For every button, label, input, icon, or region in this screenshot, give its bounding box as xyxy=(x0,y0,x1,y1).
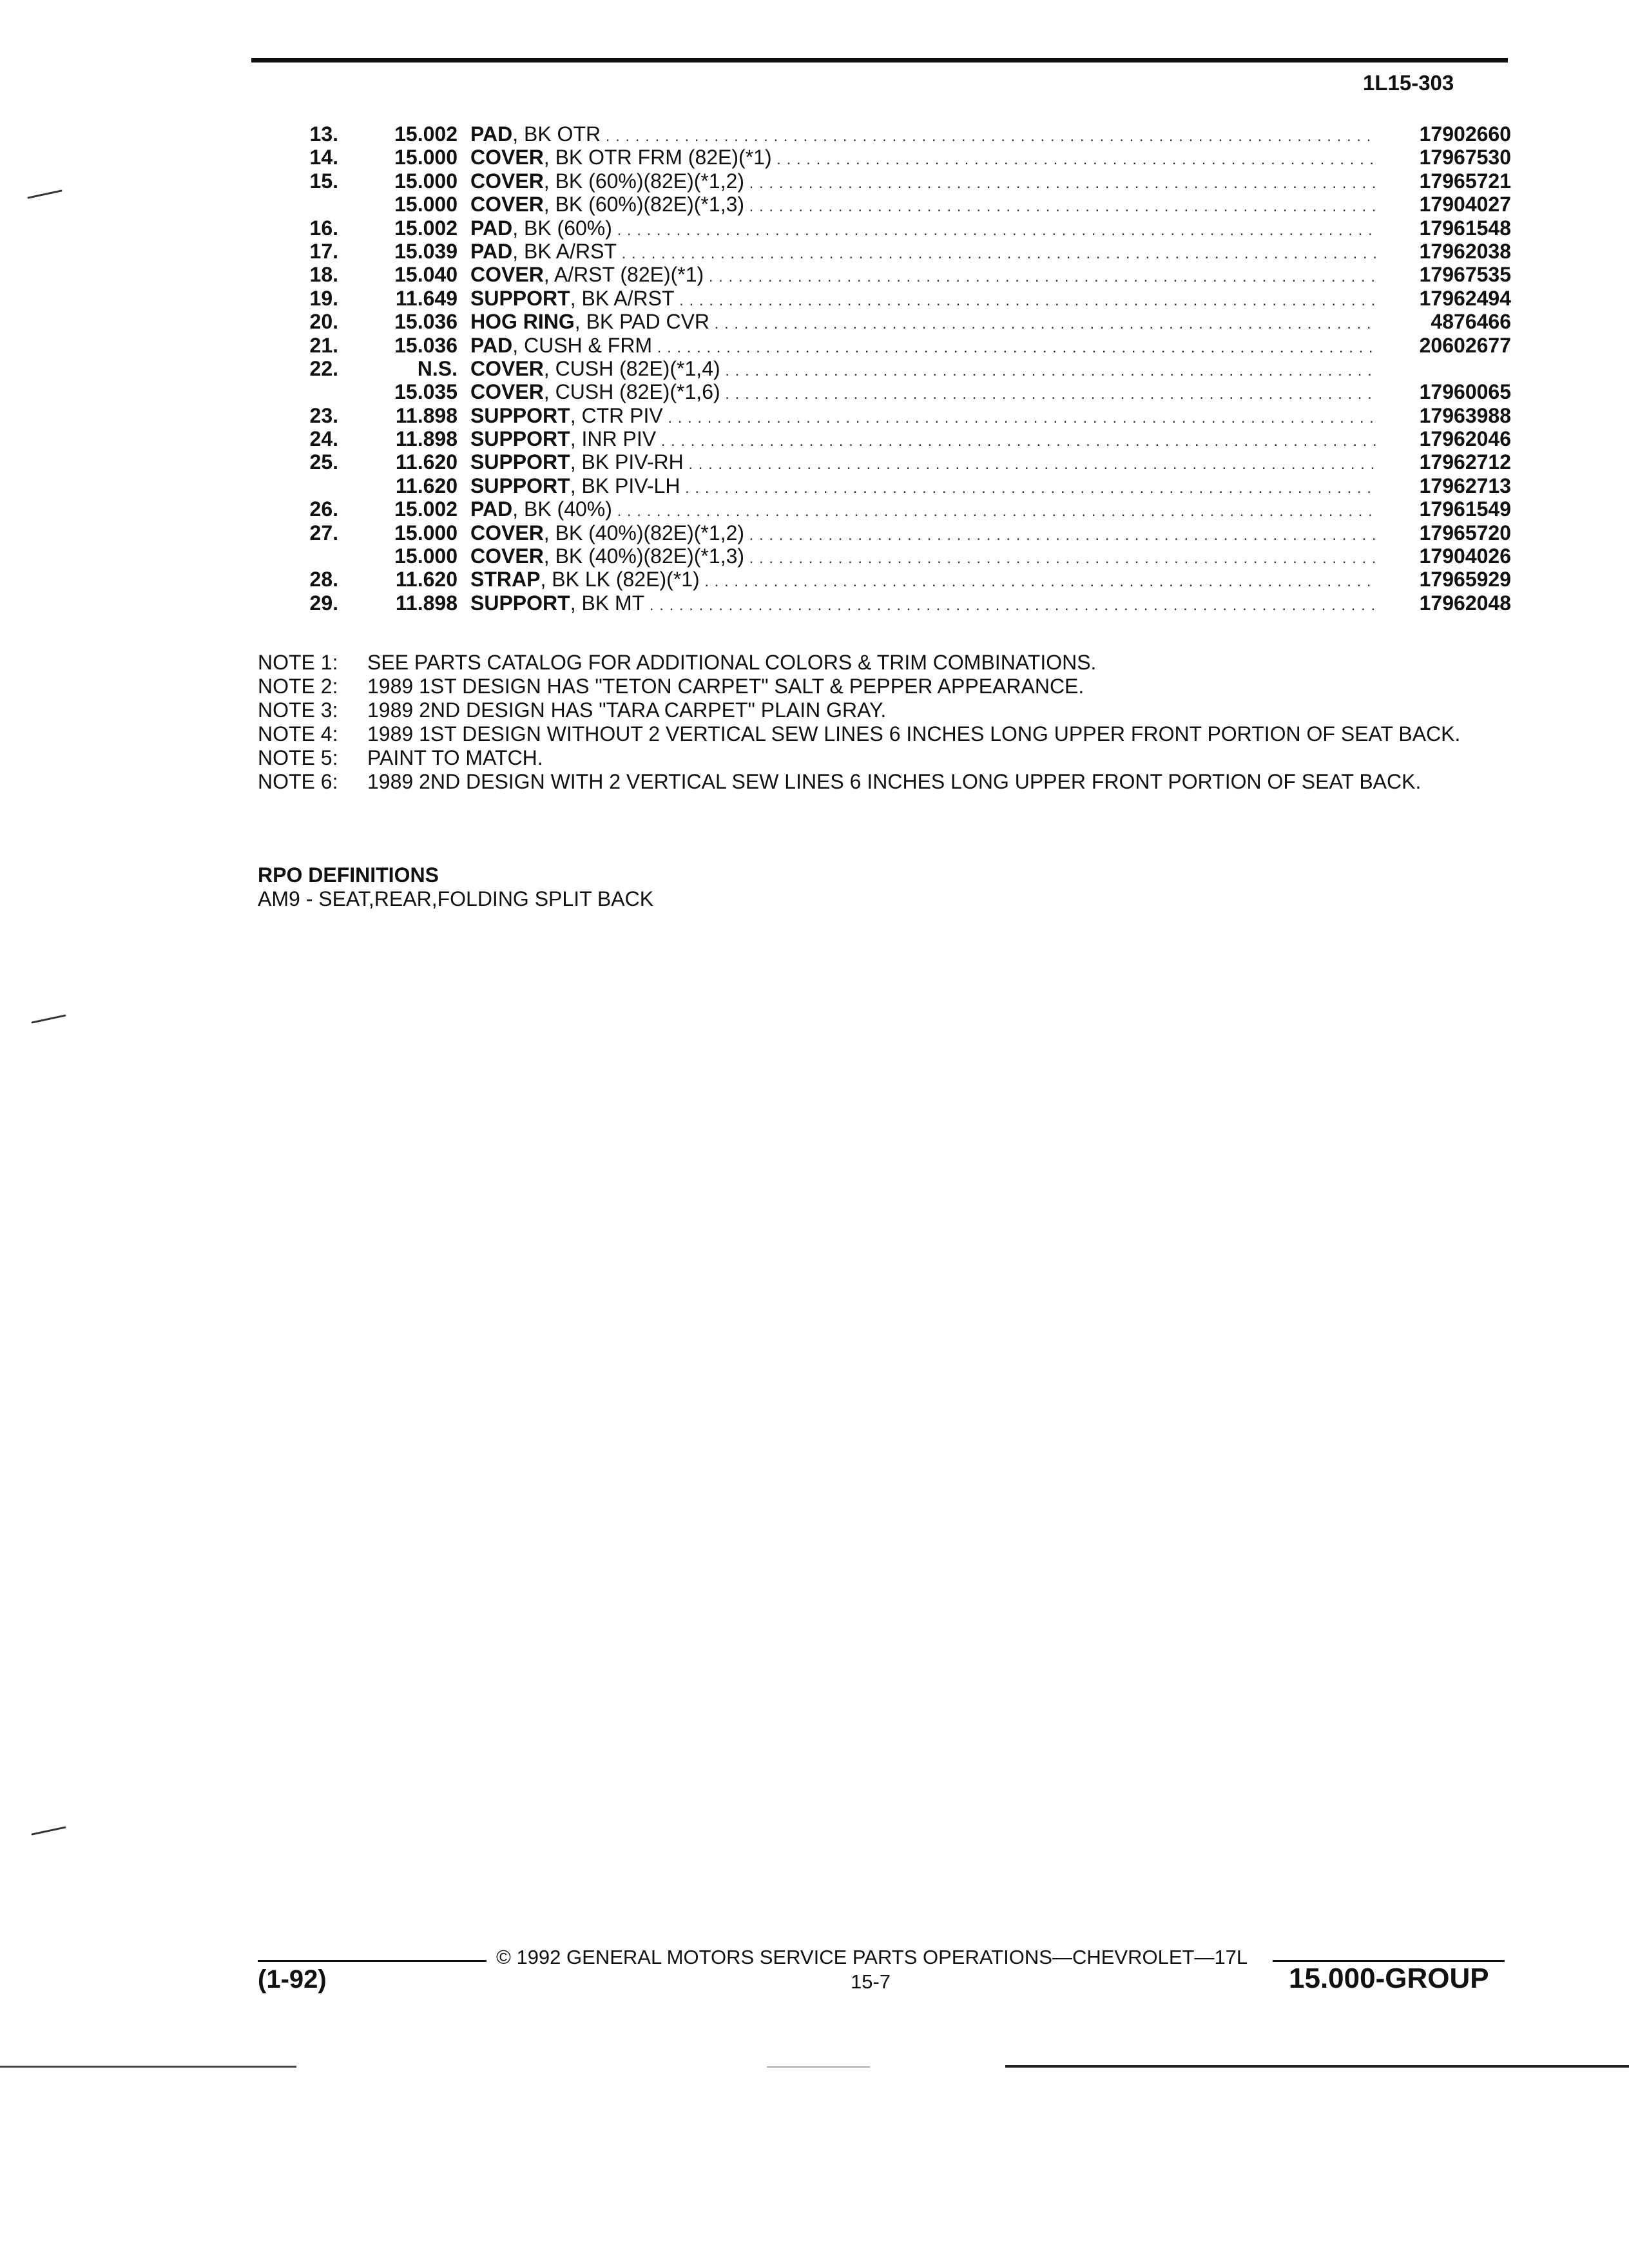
parts-row xyxy=(287,193,1511,216)
part-name: SUPPORT xyxy=(470,403,570,427)
bottom-rule xyxy=(1005,2065,1629,2068)
part-name: COVER xyxy=(470,169,544,193)
part-detail: , BK A/RST xyxy=(512,239,617,263)
part-description xyxy=(470,357,1376,383)
part-number: 17967530 xyxy=(1419,146,1511,169)
footer-rule-right xyxy=(1273,1960,1505,1962)
part-detail: , BK MT xyxy=(570,591,645,615)
part-description xyxy=(470,427,1376,453)
note-text: 1989 2ND DESIGN HAS "TARA CARPET" PLAIN GRAY. xyxy=(367,698,887,722)
parts-row xyxy=(287,357,1511,380)
parts-row xyxy=(287,404,1511,427)
part-name: PAD xyxy=(470,122,513,146)
part-description xyxy=(470,287,1376,312)
part-name: PAD xyxy=(470,216,513,240)
part-description xyxy=(470,497,1376,523)
part-description xyxy=(470,404,1376,430)
page-number: 15-7 xyxy=(851,1970,891,1993)
notes-section xyxy=(258,651,1482,794)
note-label: NOTE 1: xyxy=(258,651,338,674)
part-name: PAD xyxy=(470,239,513,263)
part-detail: , BK OTR xyxy=(512,122,601,146)
part-number: 17965929 xyxy=(1419,568,1511,591)
parts-row xyxy=(287,240,1511,263)
part-number: 17904027 xyxy=(1419,193,1511,216)
item-number: 13. xyxy=(309,122,338,146)
parts-row xyxy=(287,427,1511,450)
parts-list xyxy=(287,122,1511,615)
parts-row xyxy=(287,380,1511,403)
part-number: 20602677 xyxy=(1419,333,1511,357)
group-number: 15.000 xyxy=(394,521,458,544)
note-label: NOTE 4: xyxy=(258,722,338,745)
parts-row xyxy=(287,568,1511,591)
part-detail: , BK (60%) xyxy=(512,216,612,240)
part-number: 17962038 xyxy=(1419,239,1511,263)
group-number: 11.620 xyxy=(395,568,458,591)
note-label: NOTE 2: xyxy=(258,675,338,698)
group-number: 15.039 xyxy=(394,239,458,263)
part-name: COVER xyxy=(470,380,544,404)
footer-rule-left xyxy=(258,1960,487,1962)
parts-row xyxy=(287,497,1511,521)
part-description xyxy=(470,450,1376,476)
parts-row xyxy=(287,146,1511,169)
part-detail: , BK LK (82E)(*1) xyxy=(540,568,700,591)
note-item xyxy=(258,651,1482,675)
group-number: 15.036 xyxy=(394,310,458,334)
parts-row xyxy=(287,544,1511,568)
rpo-title: RPO DEFINITIONS xyxy=(258,863,439,887)
note-text: 1989 2ND DESIGN WITH 2 VERTICAL SEW LINES 6 INCHES LONG UPPER FRONT PORTION OF SEAT BACK. xyxy=(367,770,1422,793)
parts-row xyxy=(287,216,1511,240)
part-description xyxy=(470,544,1376,570)
parts-row xyxy=(287,521,1511,544)
part-detail: , A/RST (82E)(*1) xyxy=(543,263,704,287)
part-number: 17902660 xyxy=(1419,122,1511,146)
group-number: 11.620 xyxy=(395,474,458,497)
part-description xyxy=(470,240,1376,265)
parts-row xyxy=(287,334,1511,357)
item-number: 24. xyxy=(309,427,338,451)
group-number: 15.000 xyxy=(394,193,458,216)
group-number: 15.035 xyxy=(394,380,458,404)
part-description xyxy=(470,216,1376,242)
part-number: 17962494 xyxy=(1419,286,1511,310)
parts-row xyxy=(287,287,1511,310)
parts-row xyxy=(287,169,1511,193)
part-name: COVER xyxy=(470,521,544,544)
punch-hole-mark xyxy=(27,189,62,198)
group-number: 11.898 xyxy=(395,403,458,427)
note-text: PAINT TO MATCH. xyxy=(367,746,543,769)
part-description xyxy=(470,263,1376,289)
group-number: 15.036 xyxy=(394,333,458,357)
part-name: COVER xyxy=(470,544,544,568)
part-name: COVER xyxy=(470,193,544,216)
parts-row xyxy=(287,122,1511,146)
part-detail: , BK PIV-RH xyxy=(570,450,684,474)
part-description xyxy=(470,591,1376,617)
part-description xyxy=(470,193,1376,218)
punch-hole-mark xyxy=(31,1014,66,1023)
note-item xyxy=(258,722,1482,746)
part-detail: , BK (40%) xyxy=(512,497,612,521)
group-number: 11.620 xyxy=(395,450,458,474)
part-description xyxy=(470,146,1376,171)
item-number: 25. xyxy=(309,450,338,474)
part-name: PAD xyxy=(470,333,513,357)
revision-date: (1-92) xyxy=(258,1965,327,1994)
part-detail: , BK PAD CVR xyxy=(574,310,710,334)
group-number: 11.898 xyxy=(395,427,458,451)
part-detail: , INR PIV xyxy=(570,427,657,451)
group-number: N.S. xyxy=(417,356,458,380)
part-detail: , BK (60%)(82E)(*1,2) xyxy=(543,169,745,193)
group-number: 11.649 xyxy=(395,286,458,310)
part-description xyxy=(470,334,1376,360)
part-name: HOG RING xyxy=(470,310,575,334)
part-number: 4876466 xyxy=(1431,310,1511,334)
part-detail: , BK (40%)(82E)(*1,3) xyxy=(543,544,745,568)
item-number: 28. xyxy=(309,568,338,591)
part-detail: , BK A/RST xyxy=(570,286,675,310)
part-description xyxy=(470,521,1376,547)
note-item xyxy=(258,770,1482,794)
group-number: 15.000 xyxy=(394,169,458,193)
group-label: 15.000-GROUP xyxy=(1289,1963,1489,1994)
part-detail: , BK PIV-LH xyxy=(570,474,680,497)
part-name: SUPPORT xyxy=(470,474,570,497)
item-number: 16. xyxy=(309,216,338,240)
item-number: 18. xyxy=(309,263,338,287)
part-detail: , CTR PIV xyxy=(570,403,663,427)
item-number: 17. xyxy=(309,239,338,263)
page-code: 1L15-303 xyxy=(1363,71,1454,95)
parts-row xyxy=(287,310,1511,333)
note-text: 1989 1ST DESIGN HAS "TETON CARPET" SALT & PEPPER APPEARANCE. xyxy=(367,675,1084,698)
item-number: 14. xyxy=(309,146,338,169)
note-item xyxy=(258,675,1482,698)
parts-row xyxy=(287,474,1511,497)
header-rule xyxy=(251,58,1508,62)
part-detail: , BK OTR FRM (82E)(*1) xyxy=(543,146,772,169)
item-number: 29. xyxy=(309,591,338,615)
parts-row xyxy=(287,591,1511,615)
part-name: SUPPORT xyxy=(470,286,570,310)
copyright-text: © 1992 GENERAL MOTORS SERVICE PARTS OPERATIONS—CHEVROLET—17L xyxy=(496,1946,1248,1968)
note-item xyxy=(258,698,1482,722)
group-number: 15.002 xyxy=(394,216,458,240)
item-number: 22. xyxy=(309,356,338,380)
part-number: 17962046 xyxy=(1419,427,1511,451)
part-detail: , BK (40%)(82E)(*1,2) xyxy=(543,521,745,544)
item-number: 21. xyxy=(309,333,338,357)
part-number: 17962712 xyxy=(1419,450,1511,474)
part-detail: , CUSH (82E)(*1,6) xyxy=(543,380,720,404)
item-number: 23. xyxy=(309,403,338,427)
group-number: 15.040 xyxy=(394,263,458,287)
parts-row xyxy=(287,263,1511,286)
rpo-item: AM9 - SEAT,REAR,FOLDING SPLIT BACK xyxy=(258,887,654,910)
part-name: COVER xyxy=(470,146,544,169)
part-number: 17965721 xyxy=(1419,169,1511,193)
group-number: 15.000 xyxy=(394,146,458,169)
note-label: NOTE 3: xyxy=(258,698,338,722)
part-number: 17963988 xyxy=(1419,403,1511,427)
part-description xyxy=(470,568,1376,593)
parts-row xyxy=(287,450,1511,474)
part-description xyxy=(470,169,1376,195)
part-name: STRAP xyxy=(470,568,541,591)
part-description xyxy=(470,310,1376,336)
note-text: SEE PARTS CATALOG FOR ADDITIONAL COLORS & TRIM COMBINATIONS. xyxy=(367,651,1097,674)
part-description xyxy=(470,122,1376,148)
part-name: PAD xyxy=(470,497,513,521)
group-number: 15.002 xyxy=(394,497,458,521)
part-name: COVER xyxy=(470,356,544,380)
part-name: SUPPORT xyxy=(470,591,570,615)
part-detail: , CUSH & FRM xyxy=(512,333,653,357)
item-number: 19. xyxy=(309,286,338,310)
part-number: 17962713 xyxy=(1419,474,1511,497)
item-number: 26. xyxy=(309,497,338,521)
part-number: 17962048 xyxy=(1419,591,1511,615)
part-name: SUPPORT xyxy=(470,427,570,451)
part-detail: , CUSH (82E)(*1,4) xyxy=(543,356,720,380)
bottom-rule xyxy=(767,2066,870,2068)
punch-hole-mark xyxy=(31,1826,66,1835)
part-number: 17960065 xyxy=(1419,380,1511,404)
part-description xyxy=(470,380,1376,406)
item-number: 27. xyxy=(309,521,338,544)
part-number: 17961549 xyxy=(1419,497,1511,521)
group-number: 15.000 xyxy=(394,544,458,568)
part-name: SUPPORT xyxy=(470,450,570,474)
item-number: 15. xyxy=(309,169,338,193)
part-number: 17967535 xyxy=(1419,263,1511,287)
bottom-rule xyxy=(0,2066,296,2068)
part-detail: , BK (60%)(82E)(*1,3) xyxy=(543,193,745,216)
group-number: 15.002 xyxy=(394,122,458,146)
note-label: NOTE 6: xyxy=(258,770,338,793)
part-number: 17965720 xyxy=(1419,521,1511,544)
item-number: 20. xyxy=(309,310,338,334)
part-description xyxy=(470,474,1376,500)
part-number: 17961548 xyxy=(1419,216,1511,240)
group-number: 11.898 xyxy=(395,591,458,615)
part-number: 17904026 xyxy=(1419,544,1511,568)
part-name: COVER xyxy=(470,263,544,287)
note-label: NOTE 5: xyxy=(258,746,338,769)
note-item xyxy=(258,746,1482,770)
rpo-section xyxy=(258,863,653,911)
note-text: 1989 1ST DESIGN WITHOUT 2 VERTICAL SEW LINES 6 INCHES LONG UPPER FRONT PORTION OF SEAT BACK. xyxy=(367,722,1461,745)
